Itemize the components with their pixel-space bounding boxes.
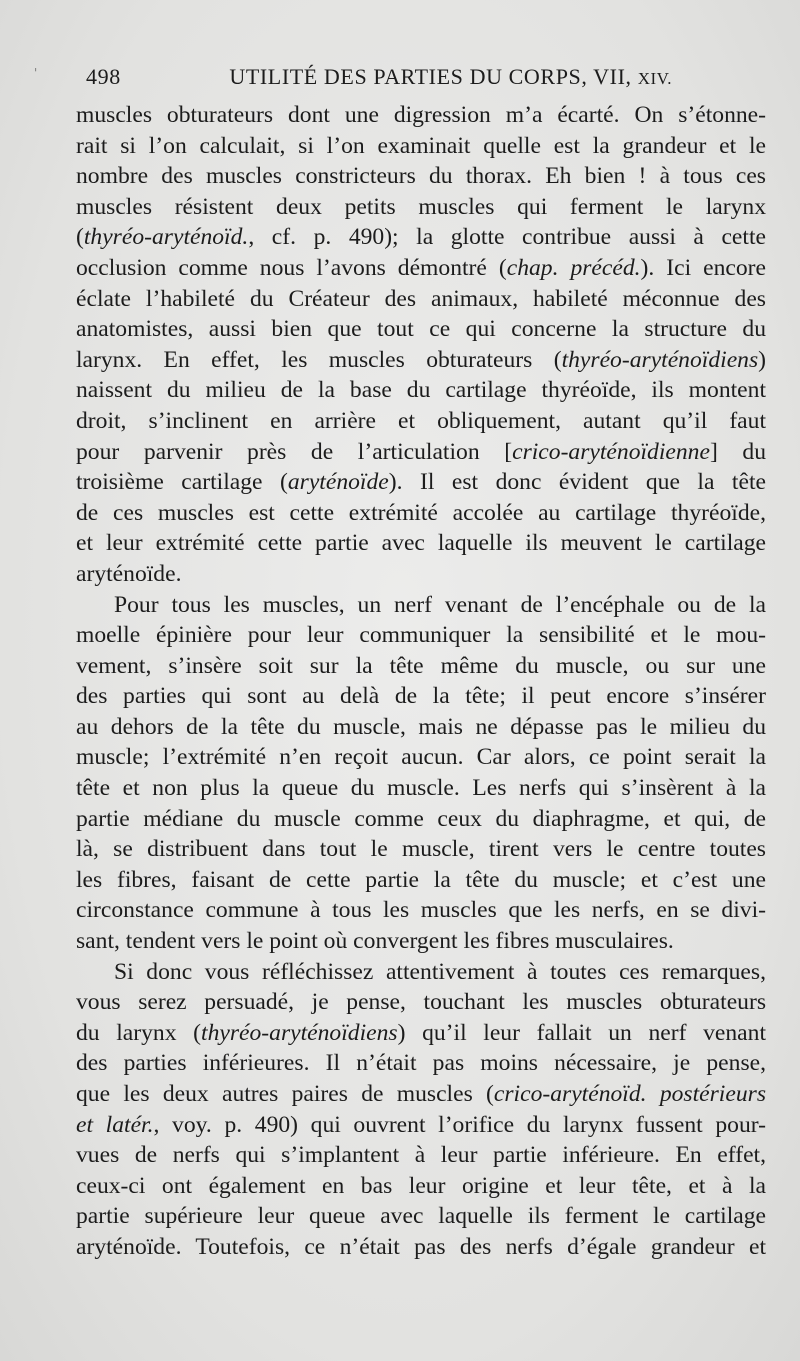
italic-term: thyréo-aryténoïd. [83, 224, 249, 251]
text-segment: occlusion comme nous l’avons démontré ( [76, 254, 507, 281]
text-line [76, 467, 766, 498]
text-line [76, 192, 766, 223]
text-line [76, 1018, 766, 1049]
text-segment: aryténoïde. [76, 560, 182, 587]
text-segment: droit, s’inclinent en arrière et obliquement, autant qu’il faut [76, 407, 766, 434]
text-segment: vement, s’insère soit sur la tête même du muscle, ou sur une [76, 652, 766, 679]
text-segment: larynx. En effet, les muscles obturateurs ( [76, 346, 562, 373]
text-segment: ( [76, 224, 84, 251]
italic-term: crico-aryténoïd. postérieurs [493, 1081, 766, 1107]
text-segment: partie supérieure leur queue avec laquelle ils ferment le cartilage [76, 1203, 766, 1230]
text-line [76, 253, 766, 284]
italic-term: thyréo-aryténoïdiens [561, 346, 759, 373]
text-line [76, 1140, 766, 1171]
text-line [76, 1232, 766, 1263]
text-segment: , voy. p. 490) qui ouvrent l’orifice du larynx fussent pour- [153, 1111, 766, 1138]
text-segment: vous serez persuadé, je pense, touchant les muscles obturateurs [76, 989, 766, 1016]
text-segment: tête et non plus la queue du muscle. Les nerfs qui s’insèrent à la [76, 775, 766, 802]
text-segment: de ces muscles est cette extrémité accolée au cartilage thyréoïde, [76, 499, 766, 526]
text-line [76, 804, 766, 835]
text-line [76, 437, 766, 468]
text-segment: des parties inférieures. Il n’était pas moins nécessaire, je pense, [76, 1050, 766, 1077]
text-segment: muscles résistent deux petits muscles qui ferment le larynx [76, 193, 766, 220]
text-segment: ) [758, 346, 766, 373]
italic-term: et latér. [76, 1111, 154, 1138]
page-header [86, 64, 672, 94]
text-line [76, 559, 766, 590]
text-line [76, 590, 766, 621]
text-line [76, 345, 766, 376]
text-segment: ceux-ci ont également en bas leur origine et leur tête, et à la [76, 1172, 766, 1199]
text-line [76, 1048, 766, 1079]
text-segment: vues de nerfs qui s’implantent à leur partie inférieure. En effet, [76, 1142, 766, 1169]
text-line [76, 1110, 766, 1141]
text-segment: éclate l’habileté du Créateur des animaux, habileté méconnue des [76, 285, 766, 312]
text-segment: Si donc vous réfléchissez attentivement à toutes ces remarques, [114, 958, 766, 985]
text-segment: ). Il est donc évident que la tête [388, 469, 766, 496]
text-segment: aryténoïde. Toutefois, ce n’était pas des nerfs d’égale grandeur et [76, 1233, 766, 1260]
text-segment: ). Ici encore [640, 254, 766, 281]
text-segment: et leur extrémité cette partie avec laquelle ils meuvent le cartilage [76, 530, 766, 557]
paragraph [76, 957, 766, 1263]
text-segment: muscles obturateurs dont une digression m’a écarté. On s’étonne- [76, 102, 766, 128]
paragraph [76, 100, 766, 590]
text-segment: les fibres, faisant de cette partie la tête du muscle; et c’est une [76, 866, 766, 893]
text-line [76, 161, 766, 192]
text-segment: au dehors de la tête du muscle, mais ne dépasse pas le milieu du [76, 713, 766, 740]
text-segment: muscle; l’extrémité n’en reçoit aucun. Car alors, ce point serait la [76, 744, 766, 771]
text-segment: anatomistes, aussi bien que tout ce qui concerne la structure du [76, 316, 766, 343]
text-line [76, 528, 766, 559]
text-line [76, 895, 766, 926]
page-number: 498 [86, 64, 121, 89]
text-segment: partie médiane du muscle comme ceux du diaphragme, et qui, de [76, 805, 766, 832]
text-line [76, 865, 766, 896]
body-text [76, 100, 766, 1263]
text-line [76, 681, 766, 712]
text-segment: du larynx ( [76, 1019, 202, 1046]
text-line [76, 1201, 766, 1232]
text-line [76, 284, 766, 315]
text-line [76, 742, 766, 773]
text-line [76, 1171, 766, 1202]
text-segment: ] du [709, 438, 766, 465]
text-line [76, 131, 766, 162]
text-segment: circonstance commune à tous les muscles que les nerfs, en se divi- [76, 897, 766, 924]
text-segment: Pour tous les muscles, un nerf venant de l’encéphale ou de la [114, 591, 766, 618]
text-segment: rait si l’on calculait, si l’on examinait quelle est la grandeur et le [76, 132, 766, 159]
text-segment: sant, tendent vers le point où convergent les fibres musculaires. [76, 928, 674, 955]
text-line [76, 314, 766, 345]
text-line [76, 222, 766, 253]
text-segment: nombre des muscles constricteurs du thorax. Eh bien ! à tous ces [76, 163, 766, 190]
text-segment: pour parvenir près de l’articulation [ [76, 438, 513, 465]
text-line [76, 651, 766, 682]
text-segment: ) qu’il leur fallait un nerf venant [397, 1019, 766, 1046]
text-line [76, 773, 766, 804]
text-line [76, 620, 766, 651]
italic-term: thyréo-aryténoïdiens [201, 1019, 398, 1046]
text-line [76, 712, 766, 743]
running-head-title: UTILITÉ DES PARTIES DU CORPS, VII, [229, 64, 632, 89]
text-line [76, 498, 766, 529]
running-head [229, 64, 672, 90]
text-segment: que les deux autres paires de muscles ( [76, 1081, 494, 1107]
text-line [76, 987, 766, 1018]
text-segment: moelle épinière pour leur communiquer la sensibilité et le mou- [76, 622, 766, 649]
text-line [76, 957, 766, 988]
italic-term: crico-aryténoïdienne [512, 438, 710, 465]
text-segment: des parties qui sont au delà de la tête; il peut encore s’insérer [76, 683, 766, 710]
text-line [76, 100, 766, 131]
text-segment: , cf. p. 490); la glotte contribue aussi à cette [248, 224, 766, 251]
text-line [76, 834, 766, 865]
text-segment: là, se distribuent dans tout le muscle, tirent vers le centre toutes [76, 836, 766, 863]
italic-term: chap. précéd. [506, 254, 641, 281]
chapter-number: XIV. [637, 69, 672, 88]
text-segment: naissent du milieu de la base du cartilage thyréoïde, ils montent [76, 377, 766, 404]
paragraph [76, 590, 766, 957]
text-line [76, 406, 766, 437]
italic-term: aryténoïde [287, 469, 389, 496]
text-segment: troisième cartilage ( [76, 469, 288, 496]
text-line [76, 926, 766, 957]
margin-mark: ' [34, 66, 38, 80]
text-line [76, 375, 766, 406]
text-line [76, 1079, 766, 1110]
